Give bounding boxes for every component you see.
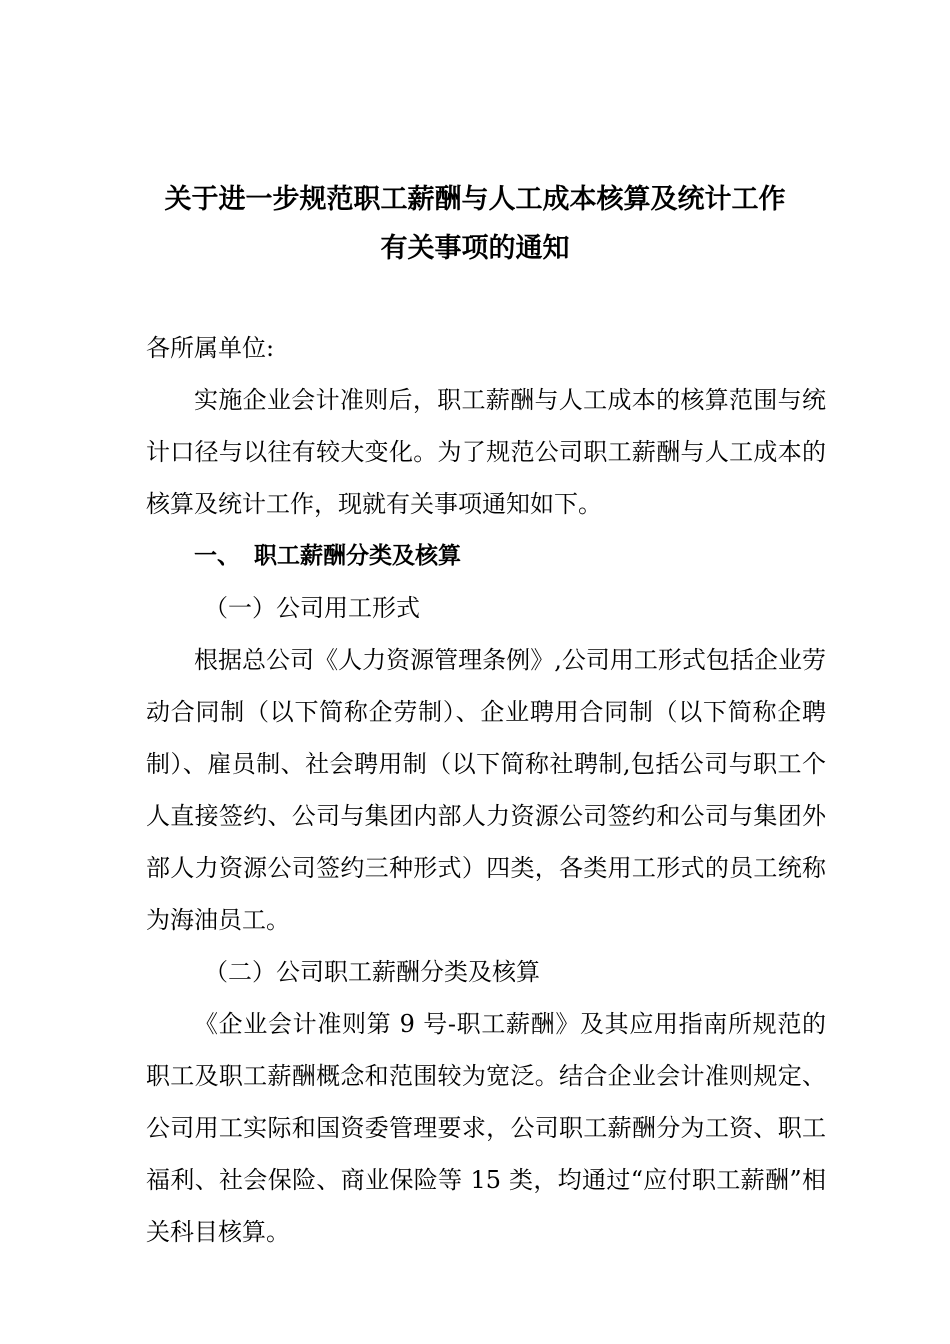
subsection-body-1: 根据总公司《人力资源管理条例》,公司用工形式包括企业劳动合同制（以下简称企劳制）、企业聘用合同制（以下简称企聘制）、雇员制、社会聘用制（以下简称社聘制,包括公司与职工个人直接签约、公司与集团内部人力资源公司签约和公司与集团外部人力资源公司签约三种形式）四类，各类用工形式的员工统称为海油员工。 [146, 646, 826, 934]
subsection-body-2: 《企业会计准则第 9 号-职工薪酬》及其应用指南所规范的职工及职工薪酬概念和范围较为宽泛。结合企业会计准则规定、公司用工实际和国资委管理要求，公司职工薪酬分为工资、职工福利、社会保险、商业保险等 15 类，均通过“应付职工薪酬”相关科目核算。 [146, 1010, 826, 1246]
document-body [146, 322, 826, 1258]
subsection-title-1: （一）公司用工形式 [204, 594, 420, 622]
document-title-line-1: 关于进一步规范职工薪酬与人工成本核算及统计工作 [164, 184, 786, 215]
salutation: 各所属单位: [146, 334, 275, 362]
section-heading-1 [146, 530, 826, 582]
subsection-title-2: （二）公司职工薪酬分类及核算 [204, 958, 540, 986]
section-number: 一、 [194, 543, 240, 569]
document-title-line-2: 有关事项的通知 [380, 233, 570, 264]
intro-paragraph: 实施企业会计准则后，职工薪酬与人工成本的核算范围与统计口径与以往有较大变化。为了规范公司职工薪酬与人工成本的核算及统计工作，现就有关事项通知如下。 [146, 386, 826, 518]
section-title: 职工薪酬分类及核算 [254, 543, 461, 569]
